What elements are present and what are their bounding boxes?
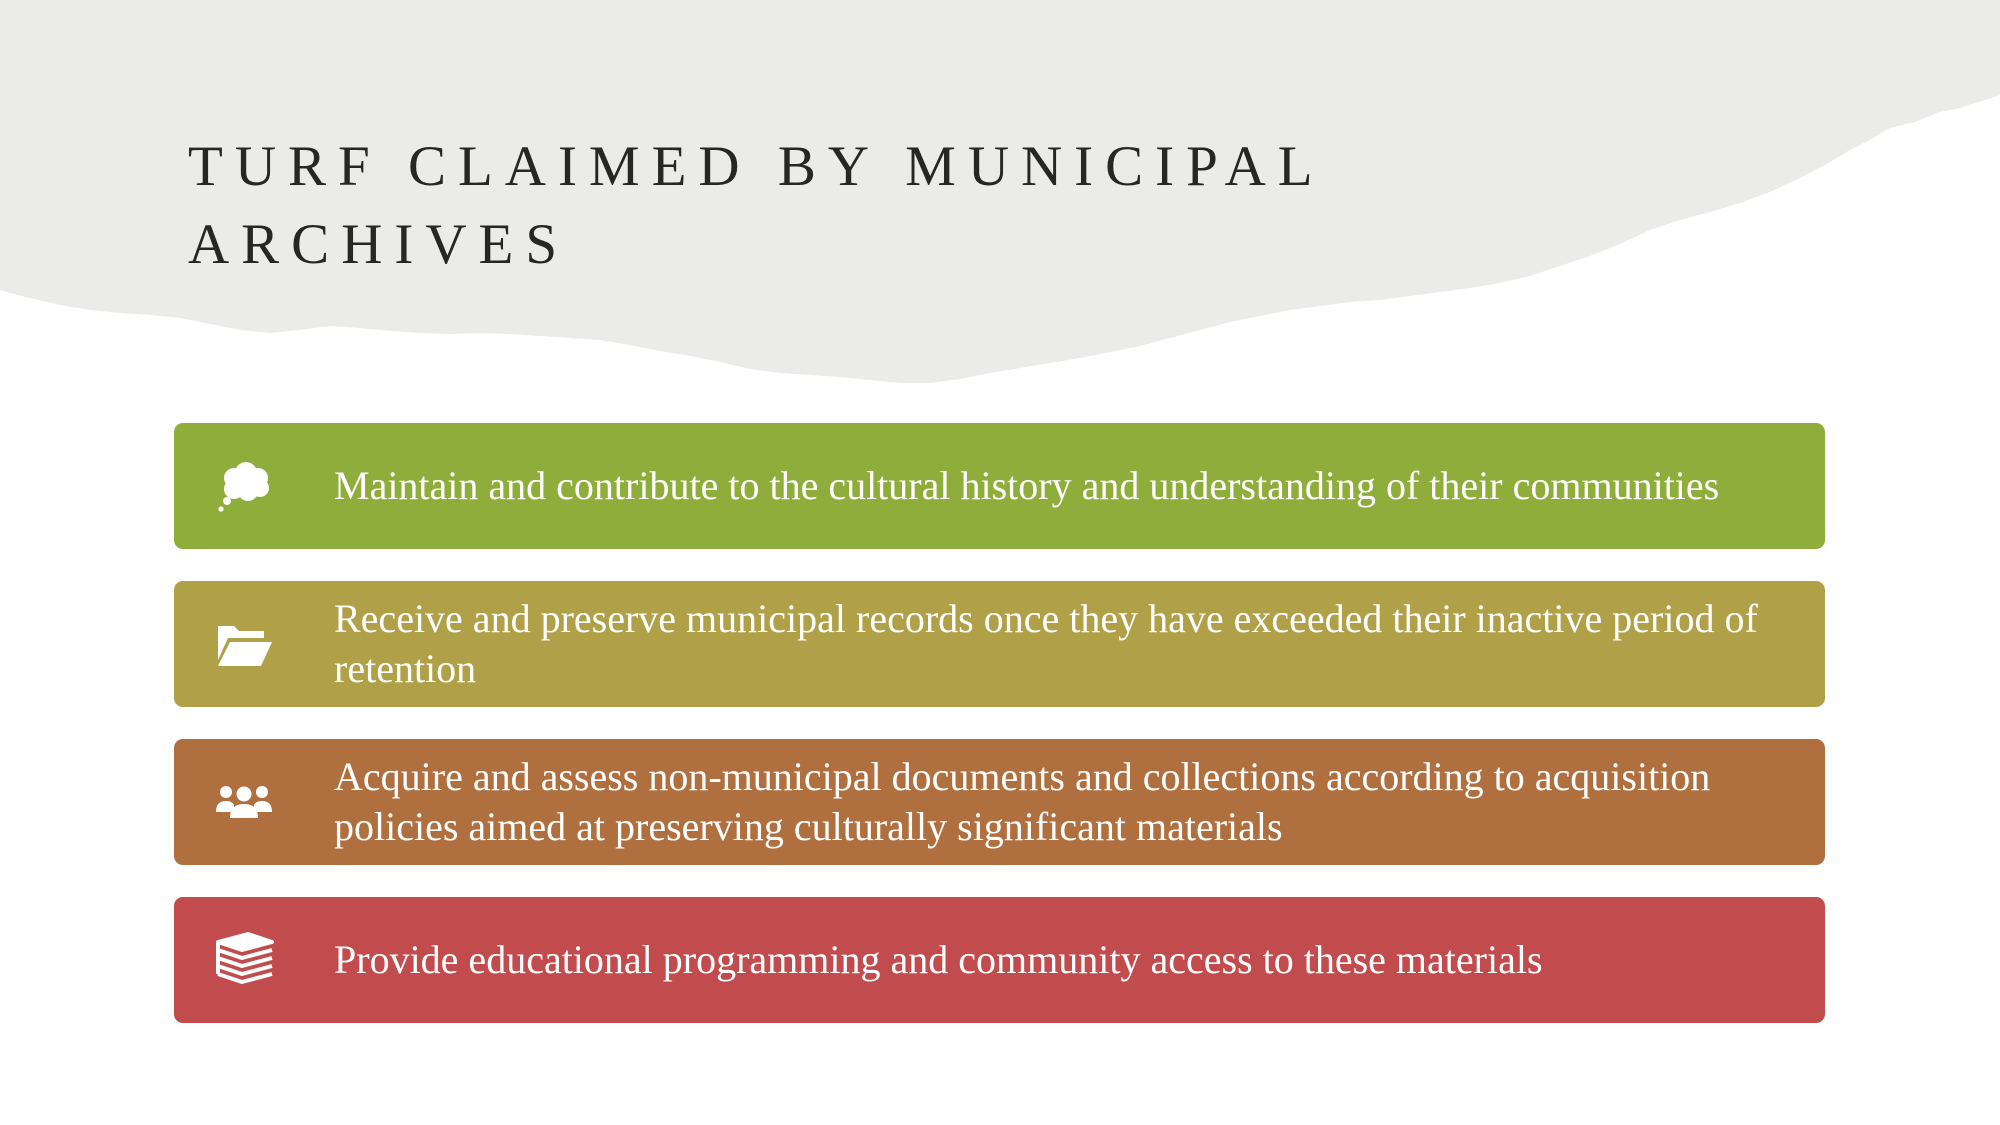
list-item-acquisition <box>174 739 1825 865</box>
item-list <box>174 423 1825 1055</box>
list-item-text: Receive and preserve municipal records once they have exceeded their inactive period of retention <box>334 596 1758 691</box>
list-item-text: Maintain and contribute to the cultural history and understanding of their communities <box>334 463 1720 508</box>
book-stack-icon <box>214 930 274 990</box>
list-item-cultural-history <box>174 423 1825 549</box>
open-folder-icon <box>214 614 274 674</box>
list-item-educational-programming <box>174 897 1825 1023</box>
people-group-icon <box>214 772 274 832</box>
list-item-text: Acquire and assess non-municipal documents and collections according to acquisition policies aimed at preserving culturally significant materials <box>334 754 1711 849</box>
list-item-municipal-records <box>174 581 1825 707</box>
slide-title: TURF CLAIMED BY MUNICIPAL ARCHIVES <box>188 135 1323 276</box>
thought-bubble-icon <box>214 456 274 516</box>
list-item-text: Provide educational programming and community access to these materials <box>334 937 1543 982</box>
